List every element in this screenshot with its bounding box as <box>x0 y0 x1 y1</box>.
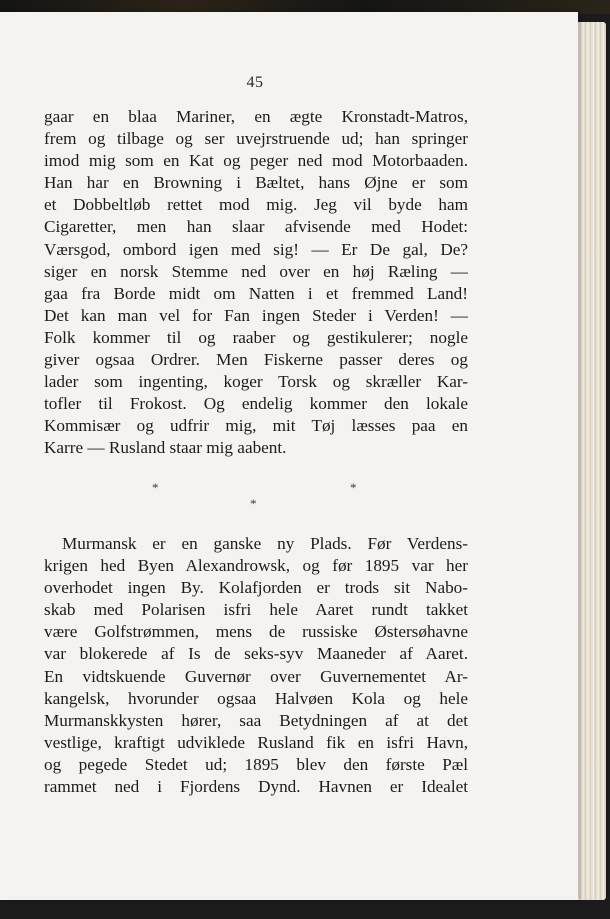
text-line: skab med Polarisen isfri hele Aaret rundt takket <box>44 600 468 620</box>
text-line: siger en norsk Stemme ned over en høj Ræling — <box>44 261 468 281</box>
text-line: vestlige, kraftigt udviklede Rusland fik en isfri Havn, <box>44 732 468 752</box>
text-line: overhodet ingen By. Kolafjorden er trods sit Nabo- <box>44 578 468 598</box>
asterisk-left: * <box>152 480 159 495</box>
text-line: Det kan man vel for Fan ingen Steder i Verden! — <box>44 305 468 325</box>
text-line: rammet ned i Fjordens Dynd. Havnen er Idealet <box>44 777 468 797</box>
text-line: et Dobbeltløb rettet mod mig. Jeg vil byde ham <box>44 195 468 215</box>
text-line: og pegede Stedet ud; 1895 blev den første Pæl <box>44 754 468 774</box>
text-line: lader som ingenting, koger Torsk og skræller Kar- <box>44 372 468 392</box>
section-break-asterism <box>0 480 510 530</box>
text-line: tofler til Frokost. Og endelig kommer den lokale <box>44 394 468 414</box>
book-page <box>0 12 578 900</box>
text-line: Karre — Rusland staar mig aabent. <box>44 438 287 458</box>
text-line: Murmansk er en ganske ny Plads. Før Verdens- <box>62 534 468 553</box>
text-line: Kommisær og udfrir mig, mit Tøj læsses paa en <box>44 416 468 436</box>
text-line: være Golfstrømmen, mens de russiske Østersøhavne <box>44 622 468 642</box>
text-line: gaar en blaa Mariner, en ægte Kronstadt-Matros, <box>44 107 468 126</box>
paragraph-2 <box>44 533 468 798</box>
page-number: 45 <box>246 74 264 91</box>
text-line: giver ogsaa Ordrer. Men Fiskerne passer deres og <box>44 350 468 370</box>
text-line: krigen hed Byen Alexandrowsk, og før 1895 var her <box>44 556 468 576</box>
paragraph-1 <box>44 106 468 460</box>
text-line: En vidtskuende Guvernør over Guvernementet Ar- <box>44 666 468 686</box>
text-line: Cigaretter, men han slaar afvisende med Hodet: <box>44 217 468 237</box>
text-line: frem og tilbage og ser uvejrstruende ud; han springer <box>44 129 468 149</box>
text-line: kangelsk, hvorunder ogsaa Halvøen Kola og hele <box>44 688 468 708</box>
text-line: Han har en Browning i Bæltet, hans Øjne er som <box>44 173 468 193</box>
text-line: var blokerede af Is de seks-syv Maaneder af Aaret. <box>44 644 468 664</box>
text-line: Folk kommer til og raaber og gestikulerer; nogle <box>44 327 468 347</box>
text-line: gaa fra Borde midt om Natten i et fremmed Land! <box>44 283 468 303</box>
asterisk-bottom: * <box>250 496 257 511</box>
text-line: imod mig som en Kat og peger ned mod Motorbaaden. <box>44 151 468 171</box>
asterisk-right: * <box>350 480 357 495</box>
text-line: Værsgod, ombord igen med sig! — Er De gal, De? <box>44 239 468 259</box>
text-line: Murmanskkysten hører, saa Betydningen af at det <box>44 710 468 730</box>
